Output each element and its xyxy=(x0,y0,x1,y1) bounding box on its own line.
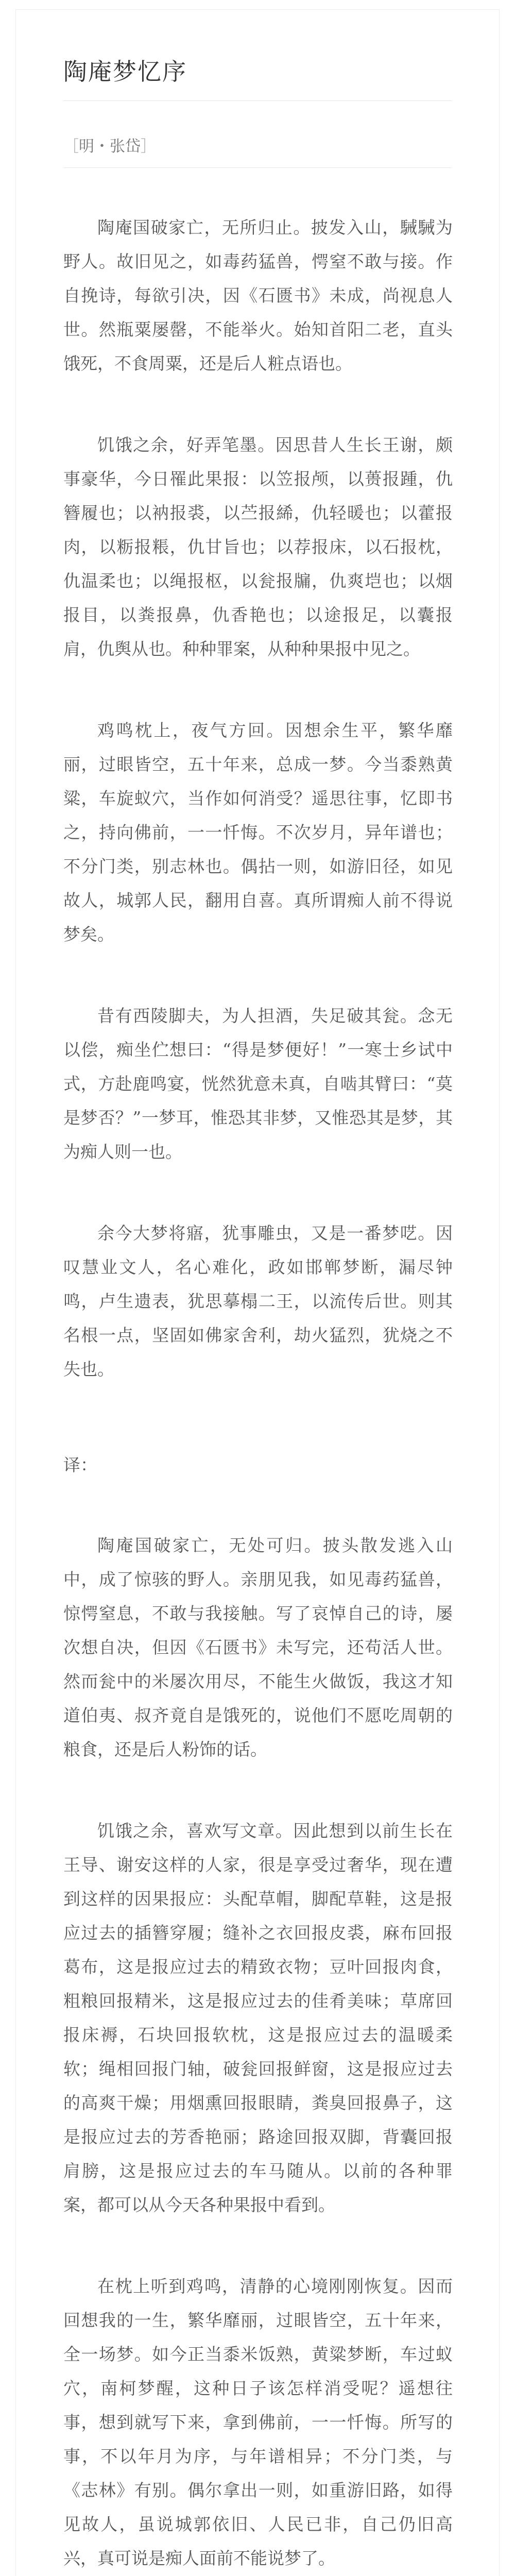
original-paragraph: 陶庵国破家亡，无所归止。披发入山，駴駴为野人。故旧见之，如毒药猛兽，愕窒不敢与接。作自挽诗，每欲引决，因《石匮书》未成，尚视息人世。然瓶粟屡罄，不能举火。始知首阳二老，直头饿死，不食周粟，还是后人粧点语也。 xyxy=(63,217,453,374)
article-body xyxy=(63,211,453,2576)
original-paragraph: 鸡鸣枕上，夜气方回。因想余生平，繁华靡丽，过眼皆空，五十年来，总成一梦。今当黍熟黄粱，车旋蚁穴，当作如何消受？遥思往事，忆即书之，持向佛前，一一忏悔。不次岁月，异年谱也；不分门类，别志林也。偶拈一则，如游旧径，如见故人，城郭人民，翻用自喜。真所谓痴人前不得说梦矣。 xyxy=(63,720,453,944)
author-line xyxy=(63,133,156,156)
translation-paragraph: 在枕上听到鸡鸣，清静的心境刚刚恢复。因而回想我的一生，繁华靡丽，过眼皆空，五十年来，全一场梦。如今正当黍米饭熟，黄粱梦断，车过蚁穴，南柯梦醒，这种日子该怎样消受呢？遥想往事，想到就写下来，拿到佛前，一一忏悔。所写的事，不以年月为序，与年谱相异；不分门类，与《志林》有别。偶尔拿出一则，如重游旧路，如得见故人，虽说城郭依旧、人民已非，自己仍旧高兴，真可说是痴人面前不能说梦了。 xyxy=(63,2276,453,2568)
original-paragraph: 余今大梦将寤，犹事雕虫，又是一番梦呓。因叹慧业文人，名心难化，政如邯郸梦断，漏尽钟鸣，卢生遗表，犹思摹榻二王，以流传后世。则其名根一点，坚固如佛家舍利，劫火猛烈，犹烧之不失也。 xyxy=(63,1223,453,1379)
author-divider xyxy=(63,167,452,168)
bracket-open: ［ xyxy=(63,138,79,156)
article-card xyxy=(15,9,500,2576)
author-name: 明・张岱 xyxy=(79,138,141,156)
original-paragraph: 饥饿之余，好弄笔墨。因思昔人生长王谢，颇事豪华，今日罹此果报：以笠报颅，以蒉报踵，仇簪履也；以衲报裘，以苎报絺，仇轻暖也；以藿报肉，以粝报粻，仇甘旨也；以荐报床，以石报枕，仇温柔也；以绳报枢，以瓮报牖，仇爽垲也；以烟报目，以粪报鼻，仇香艳也；以途报足，以囊报肩，仇舆从也。种种罪案，从种种果报中见之。 xyxy=(63,435,453,659)
title-divider xyxy=(63,100,452,101)
translation-paragraph: 陶庵国破家亡，无处可归。披头散发逃入山中，成了惊骇的野人。亲朋见我，如见毒药猛兽，惊愕窒息，不敢与我接触。写了哀悼自己的诗，屡次想自决，但因《石匮书》未写完，还苟活人世。然而瓮中的米屡次用尽，不能生火做饭，我这才知道伯夷、叔齐竟自是饿死的，说他们不愿吃周朝的粮食，还是后人粉饰的话。 xyxy=(63,1535,453,1759)
article-title: 陶庵梦忆序 xyxy=(63,58,187,86)
translation-paragraph: 饥饿之余，喜欢写文章。因此想到以前生长在王导、谢安这样的人家，很是享受过奢华，现在遭到这样的因果报应：头配草帽，脚配草鞋，这是报应过去的插簪穿履；缝补之衣回报皮裘，麻布回报葛布，这是报应过去的精致衣物；豆叶回报肉食，粗粮回报精米，这是报应过去的佳肴美味；草席回报床褥，石块回报软枕，这是报应过去的温暖柔软；绳相回报门轴，破瓮回报鲜窗，这是报应过去的高爽干燥；用烟熏回报眼睛，粪臭回报鼻子，这是报应过去的芳香艳丽；路途回报双脚，背囊回报肩膀，这是报应过去的车马随从。以前的各种罪案，都可以从今天各种果报中看到。 xyxy=(63,1821,453,2215)
translation-label: 译： xyxy=(63,1455,97,1475)
bracket-close: ］ xyxy=(141,138,156,156)
original-paragraph: 昔有西陵脚夫，为人担酒，失足破其瓮。念无以偿，痴坐伫想曰：“得是梦便好！”一寒士乡试中式，方赴鹿鸣宴，恍然犹意未真，自啮其臂曰：“莫是梦否？”一梦耳，惟恐其非梦，又惟恐其是梦，其为痴人则一也。 xyxy=(63,1006,453,1162)
